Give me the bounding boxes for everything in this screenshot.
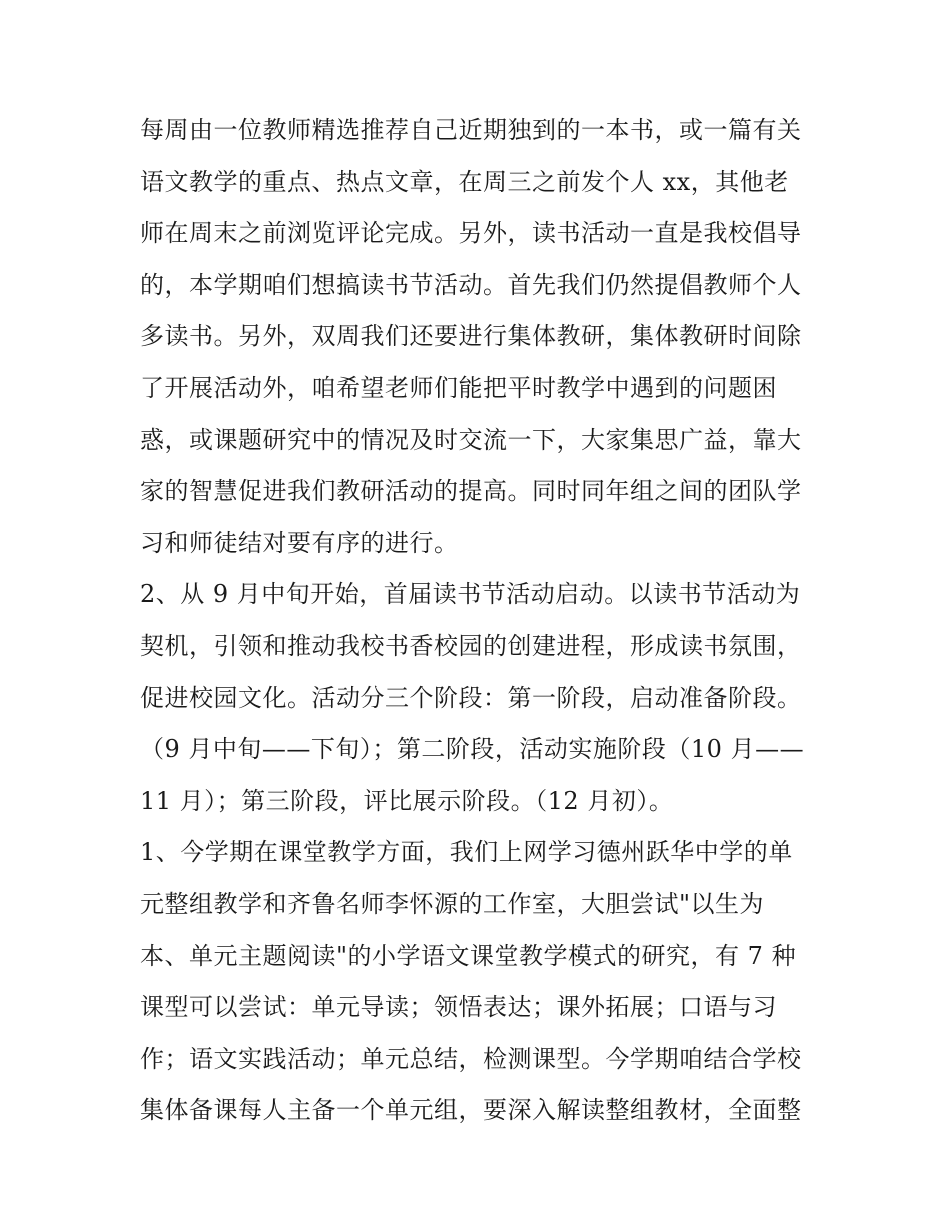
text-line: 语文教学的重点、热点文章，在周三之前发个人 xx，其他老 bbox=[140, 167, 789, 196]
text-line: 1、今学期在课堂教学方面，我们上网学习德州跃华中学的单 bbox=[140, 838, 793, 867]
text-line: 作；语文实践活动；单元总结，检测课型。今学期咱结合学校 bbox=[140, 1044, 802, 1073]
body-text bbox=[140, 105, 820, 1137]
text-line: 习和师徒结对要有序的进行。 bbox=[140, 528, 459, 557]
text-line: 元整组教学和齐鲁名师李怀源的工作室，大胆尝试"以生为 bbox=[140, 889, 765, 918]
text-line: 多读书。另外，双周我们还要进行集体教研，集体教研时间除 bbox=[140, 322, 802, 351]
text-line: 本、单元主题阅读"的小学语文课堂教学模式的研究，有 7 种 bbox=[140, 941, 797, 970]
text-line: 家的智慧促进我们教研活动的提高。同时同年组之间的团队学 bbox=[140, 477, 802, 506]
text-line: 11 月）；第三阶段，评比展示阶段。（12 月初）。 bbox=[140, 786, 674, 815]
text-line: 惑，或课题研究中的情况及时交流一下，大家集思广益，靠大 bbox=[140, 425, 802, 454]
text-line: 的，本学期咱们想搞读书节活动。首先我们仍然提倡教师个人 bbox=[140, 270, 802, 299]
text-line: 课型可以尝试：单元导读；领悟表达；课外拓展；口语与习 bbox=[140, 993, 777, 1022]
text-line: 师在周末之前浏览评论完成。另外，读书活动一直是我校倡导 bbox=[140, 219, 802, 248]
text-line: 契机，引领和推动我校书香校园的创建进程，形成读书氛围， bbox=[140, 631, 802, 660]
text-line: 2、从 9 月中旬开始，首届读书节活动启动。以读书节活动为 bbox=[140, 580, 801, 609]
text-line: 集体备课每人主备一个单元组，要深入解读整组教材，全面整 bbox=[140, 1096, 802, 1125]
text-line: 每周由一位教师精选推荐自己近期独到的一本书，或一篇有关 bbox=[140, 116, 802, 144]
text-line: 了开展活动外，咱希望老师们能把平时教学中遇到的问题困 bbox=[140, 373, 777, 402]
text-line: 促进校园文化。活动分三个阶段：第一阶段，启动准备阶段。 bbox=[140, 683, 802, 712]
text-line: （9 月中旬——下旬）；第二阶段，活动实施阶段（10 月—— bbox=[140, 735, 805, 764]
